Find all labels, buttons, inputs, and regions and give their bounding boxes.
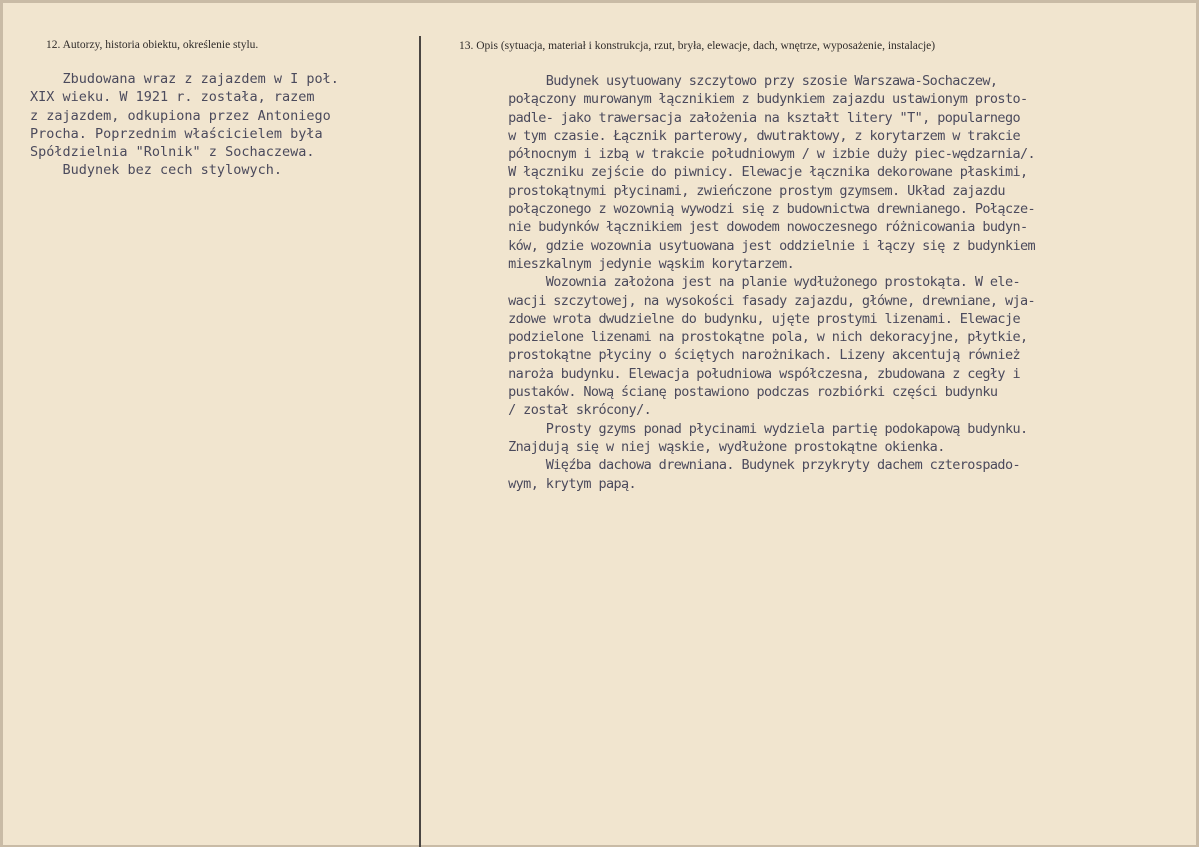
section-13-line: ków, gdzie wozownia usytuowana jest oddzielnie i łączy się z budynkiem [478, 237, 1036, 254]
section-13-line: w tym czasie. Łącznik parterowy, dwutraktowy, z korytarzem w trakcie [478, 127, 1020, 144]
section-13-line: zdowe wrota dwudzielne do budynku, ujęte prostymi lizenami. Elewacje [478, 310, 1020, 327]
section-13-line: północnym i izbą w trakcie południowym / w izbie duży piec-wędzarnia/. [478, 146, 1036, 163]
section-12-line: Spółdzielnia "Rolnik" z Sochaczewa. [30, 144, 315, 161]
section-12-heading: 12. Autorzy, historia obiektu, określenie stylu. [46, 39, 259, 51]
section-12-line: Budynek bez cech stylowych. [30, 162, 282, 179]
section-13-line: pustaków. Nową ścianę postawiono podczas rozbiórki części budynku [478, 384, 998, 401]
section-13-line: podzielone lizenami na prostokątne pola, w nich dekoracyjne, płytkie, [478, 329, 1028, 346]
section-13-line: prostokątne płyciny o ściętych narożnikach. Lizeny akcentują również [478, 347, 1020, 364]
section-13-line: Więźba dachowa drewniana. Budynek przykryty dachem czterospado- [478, 457, 1020, 474]
section-12-line: Zbudowana wraz z zajazdem w I poł. [30, 71, 339, 87]
section-13-heading: 13. Opis (sytuacja, materiał i konstrukcja, rzut, bryła, elewacje, dach, wnętrze, wyposażenie, instalacje) [459, 40, 936, 52]
column-divider [419, 36, 421, 847]
page-edge-left [0, 0, 3, 847]
section-13-line: połączonego z wozownią wywodzi się z budownictwa drewnianego. Połącze- [478, 201, 1036, 218]
section-13-line: naroża budynku. Elewacja południowa współczesna, zbudowana z cegły i [478, 365, 1020, 382]
section-13-line: mieszkalnym jedynie wąskim korytarzem. [478, 255, 795, 272]
section-13-line: Prosty gzyms ponad płycinami wydziela partię podokapową budynku. [478, 420, 1028, 437]
section-12-body [30, 70, 339, 180]
section-13-line: / został skrócony/. [478, 402, 652, 419]
page-edge-top [0, 0, 1199, 3]
section-13-body [478, 72, 1035, 493]
section-13-line: nie budynków łącznikiem jest dowodem nowoczesnego różnicowania budyn- [478, 219, 1028, 236]
section-13-line: wacji szczytowej, na wysokości fasady zajazdu, główne, drewniane, wja- [478, 292, 1036, 309]
section-13-line: Wozownia założona jest na planie wydłużonego prostokąta. W ele- [478, 274, 1020, 291]
section-13-line: wym, krytym papą. [478, 475, 637, 492]
section-13-line: padle- jako trawersacja założenia na kształt litery "T", popularnego [478, 109, 1020, 126]
section-13-line: prostokątnymi płycinami, zwieńczone prostym gzymsem. Układ zajazdu [478, 182, 1005, 199]
section-13-line: połączony murowanym łącznikiem z budynkiem zajazdu ustawionym prosto- [478, 91, 1028, 108]
section-13-line: Znajdują się w niej wąskie, wydłużone prostokątne okienka. [478, 438, 945, 455]
section-12-line: Procha. Poprzednim właścicielem była [30, 125, 323, 142]
section-12-line: XIX wieku. W 1921 r. została, razem [30, 89, 315, 106]
section-13-line: W łączniku zejście do piwnicy. Elewacje łącznika dekorowane płaskimi, [478, 164, 1028, 181]
section-13-line: Budynek usytuowany szczytowo przy szosie Warszawa-Sochaczew, [478, 73, 998, 89]
section-12-line: z zajazdem, odkupiona przez Antoniego [30, 107, 331, 124]
